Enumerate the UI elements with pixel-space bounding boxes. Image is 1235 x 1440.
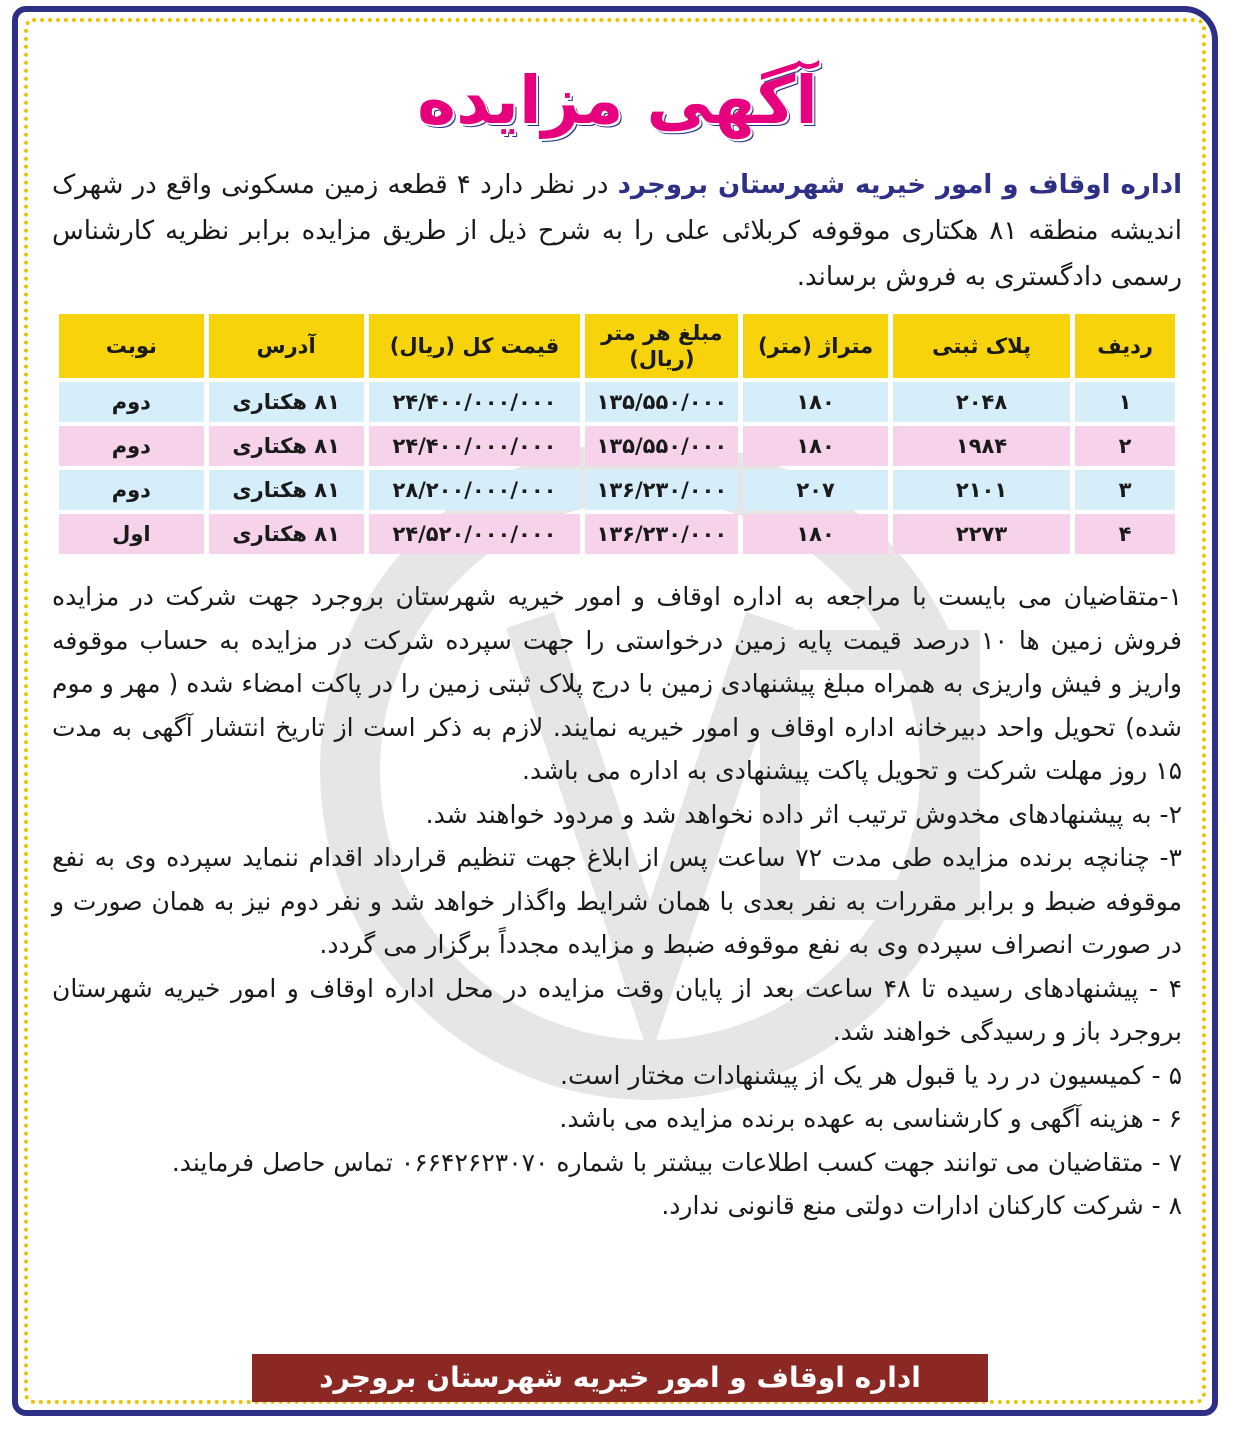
cell-plate: ۲۲۷۳ [893, 514, 1070, 554]
intro-text: در نظر دارد ۴ قطعه زمین مسکونی واقع در شهرک اندیشه منطقه ۸۱ هکتاری موقوفه کربلائی علی را به شرح ذیل از طریق مزایده برابر نظریه کارشناس رسمی دادگستری به فروش برساند. [52, 170, 1182, 292]
cell-row-number: ۴ [1075, 514, 1175, 554]
table-row [59, 426, 1175, 466]
cell-total-price: ۲۴/۴۰۰/۰۰۰/۰۰۰ [369, 426, 581, 466]
header-plate: پلاک ثبتی [893, 314, 1070, 378]
cell-price-per-meter: ۱۳۵/۵۵۰/۰۰۰ [585, 382, 738, 422]
cell-row-number: ۳ [1075, 470, 1175, 510]
term-item-8: ۸ - شرکت کارکنان ادارات دولتی منع قانونی ندارد. [661, 1191, 1182, 1220]
auction-table [54, 310, 1180, 558]
term-item-5: ۵ - کمیسیون در رد یا قبول هر یک از پیشنهادات مختار است. [560, 1060, 1182, 1090]
header-total-price: قیمت کل (ریال) [369, 314, 581, 378]
cell-total-price: ۲۴/۴۰۰/۰۰۰/۰۰۰ [369, 382, 581, 422]
cell-area: ۲۰۷ [743, 470, 888, 510]
term-item-6: ۶ - هزینه آگهی و کارشناسی به عهده برنده مزایده می باشد. [559, 1104, 1182, 1133]
cell-round: دوم [59, 470, 204, 510]
cell-row-number: ۲ [1075, 426, 1175, 466]
cell-plate: ۲۰۴۸ [893, 382, 1070, 422]
cell-plate: ۲۱۰۱ [893, 470, 1070, 510]
cell-total-price: ۲۸/۲۰۰/۰۰۰/۰۰۰ [369, 470, 581, 510]
term-item-3: ۳- چنانچه برنده مزایده طی مدت ۷۲ ساعت پس از ابلاغ جهت تنظیم قرارداد اقدام ننماید سپرده وی به نفع موقوفه ضبط و برابر مقررات به نفر بعدی با همان شرایط واگذار خواهد شد و نفر دوم نیز به همان صورت و در صورت انصراف سپرده وی به نفع موقوفه ضبط و مزایده مجدداً برگزار می گردد. [52, 843, 1182, 959]
term-item-4: ۴ - پیشنهادهای رسیده تا ۴۸ ساعت بعد از پایان وقت مزایده در محل اداره اوقاف و امور خیریه شهرستان بروجرد باز و رسیدگی خواهند شد. [52, 973, 1182, 1046]
header-row-number: ردیف [1075, 314, 1175, 378]
term-item-2: ۲- به پیشنهادهای مخدوش ترتیب اثر داده نخواهد شد و مردود خواهند شد. [425, 799, 1182, 829]
cell-round: اول [59, 514, 204, 554]
cell-round: دوم [59, 382, 204, 422]
cell-price-per-meter: ۱۳۶/۲۳۰/۰۰۰ [585, 514, 738, 554]
cell-address: ۸۱ هکتاری [209, 470, 364, 510]
cell-area: ۱۸۰ [743, 514, 888, 554]
intro-paragraph [52, 162, 1182, 300]
header-address: آدرس [209, 314, 364, 378]
table-row [59, 514, 1175, 554]
cell-price-per-meter: ۱۳۵/۵۵۰/۰۰۰ [585, 426, 738, 466]
header-area: متراژ (متر) [743, 314, 888, 378]
cell-plate: ۱۹۸۴ [893, 426, 1070, 466]
cell-round: دوم [59, 426, 204, 466]
terms-section [52, 575, 1182, 1228]
table-header-row [59, 314, 1175, 378]
footer-org-banner: اداره اوقاف و امور خیریه شهرستان بروجرد [252, 1354, 988, 1402]
cell-row-number: ۱ [1075, 382, 1175, 422]
cell-area: ۱۸۰ [743, 426, 888, 466]
cell-total-price: ۲۴/۵۲۰/۰۰۰/۰۰۰ [369, 514, 581, 554]
term-item-1: ۱-متقاضیان می بایست با مراجعه به اداره اوقاف و امور خیریه شهرستان بروجرد جهت شرکت در مزایده فروش زمین ها ۱۰ درصد قیمت پایه زمین درخواستی را جهت سپرده شرکت در مزایده به حساب موقوفه واریز و فیش واریزی به همراه مبلغ پیشنهادی زمین با درج پلاک ثبتی زمین را در پاکت امضاء شده ( مهر و موم شده) تحویل واحد دبیرخانه اداره اوقاف و امور خیریه نمایند. لازم به ذکر است از تاریخ انتشار آگهی به مدت ۱۵ روز مهلت شرکت و تحویل پاکت پیشنهادی به اداره می باشد. [52, 582, 1182, 785]
table-row [59, 470, 1175, 510]
cell-address: ۸۱ هکتاری [209, 426, 364, 466]
page-title: آگهی مزایده [417, 62, 818, 139]
cell-price-per-meter: ۱۳۶/۲۳۰/۰۰۰ [585, 470, 738, 510]
header-round: نوبت [59, 314, 204, 378]
cell-area: ۱۸۰ [743, 382, 888, 422]
header-price-per-meter: مبلغ هر متر (ریال) [585, 314, 738, 378]
table-row [59, 382, 1175, 422]
cell-address: ۸۱ هکتاری [209, 382, 364, 422]
term-item-7: ۷ - متقاضیان می توانند جهت کسب اطلاعات بیشتر با شماره ۰۶۶۴۲۶۲۳۰۷۰ تماس حاصل فرمایند. [171, 1147, 1182, 1177]
intro-org-name: اداره اوقاف و امور خیریه شهرستان بروجرد [617, 170, 1182, 200]
cell-address: ۸۱ هکتاری [209, 514, 364, 554]
